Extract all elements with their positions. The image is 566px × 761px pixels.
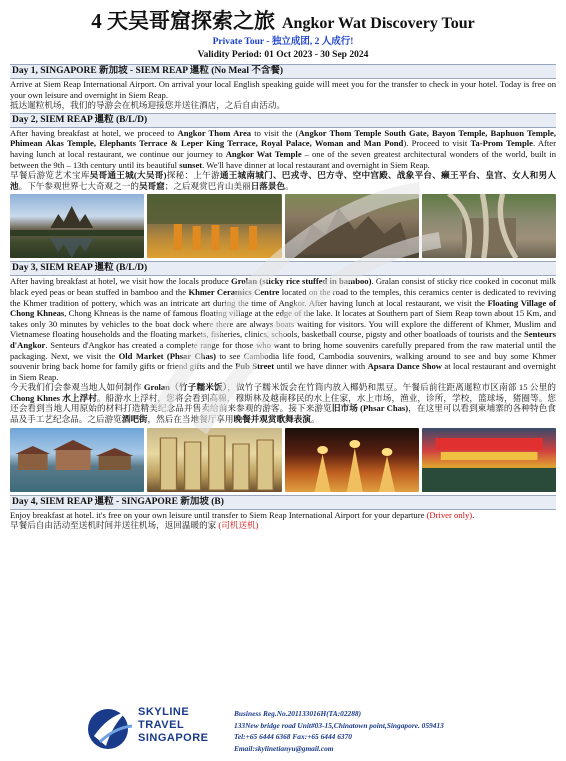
day-3-section xyxy=(10,261,556,491)
itinerary-page xyxy=(10,6,556,533)
day-3-chinese: 今天我们们会参观当地人如何制作 Grolan（竹子糯米饭），做竹子糯米饭会在竹筒内放入椰奶和黑豆。午餐后前往距离暹粒市区南部 15 公里的 Chong Khnes 水上浮村。船游水上浮村，您将会看到高棉，穆斯林及越南移民的水上住家，水上市场，渔业，诊所，学校，篮球场，猪圈等。您还会看到当地人用原始的材料打造精美纪念品并售卖给前来参观的游客。接下来游览旧市场 (Phsar Chas)，在这里可以看到柬埔寨的各种特色食品及手工艺纪念品。之后游览酒吧街，然后在当地餐厅享用晚餐并观赏歌舞表演。 xyxy=(10,382,556,425)
photo-bamboo-sticky-rice xyxy=(147,428,281,492)
address: 133New bridge road Unit#03-15,Chinatown point,Singapore. 059413 xyxy=(234,720,444,730)
day-2-header: Day 2, SIEM REAP 暹粒 (B/L/D) xyxy=(10,113,556,128)
photo-ta-prom-tree-roots xyxy=(422,194,556,258)
day-4-english: Enjoy breakfast at hotel. it's free on your own leisure until transfer to Siem Reap International Airport for your departure (Driver only). xyxy=(10,509,475,520)
subtitle-prefix: Private Tour - xyxy=(212,37,272,47)
skyline-logo-icon xyxy=(86,702,146,756)
day-2-english: After having breakfast at hotel, we proceed to Angkor Thom Area to visit the (Angkor Thom Temple South Gate, Bayon Temple, Baphuon Temple, Phimean Akas Temple, Elephants Terrace & Leper King Terrace, Royal Palace, Woman and Man Pond). Proceed to visit Ta-Prom Temple. After having lunch at local restaurant, we continue our journey to Angkor Wat Temple – one of the seven greatest architectural wonders of the world, built in between the 9th – 13th century until its beautiful sunset. We'll have dinner at local restaurant and overnight in Siem Reap. xyxy=(10,127,556,170)
business-reg: Business Reg.No.201133016H(TA:02288) xyxy=(234,709,362,718)
day-1-section xyxy=(10,64,556,111)
email: Email:skylinetianyu@gmail.com xyxy=(234,743,334,753)
subtitle xyxy=(10,36,556,49)
day-4-chinese: 早餐后自由活动至送机时间并送往机场，返回温暖的家 (司机送机) xyxy=(10,520,259,531)
photo-angkor-wat-reflection xyxy=(10,194,144,258)
driver-only-note-cn: (司机送机) xyxy=(218,520,259,531)
day-3-english: After having breakfast at hotel, we visit how the locals produce Grolan (sticky rice stuffed in bamboo). Gralan consist of sticky rice cooked in coconut milk black eyed peas or bean stuffed in bamboo and the Khmer Ceramics Centre located on the road to the temples, this ceramics center is dedicated to reviving the Khmer tradition of pottery, which was an intricate art during the time of Angkor. After having lunch at local restaurant, we visit the Floating Village of Chong Khneas, Chong Khneas is the name of famous floating village at the edge of the lake. It locates at Southern part of Siem Reap town about 15 Km, and takes only 30 minutes by vehicles to the boat dock where there are always boats waiting for visitors. You will explore the different of Khmer, Muslim and Vietnamese floating households and the floating markets, fisheries, clinics, schools, basketball course, pigsty and other boatloads of tourists and the Senteurs d'Angkor. Senteurs d'Angkor has created a complete range for those who want to bring home souvenirs carefully prepared from the raw material until the packaging. Next, we visit the Old Market (Phsar Chas) to see Cambodia life food, Cambodia souvenirs, walking around to see and buy some Khmer souvenir bring back home for family gifts or friend gifts and the Pub Street until we have dinner with Apsara Dance Show at local restaurant and overnight in Siem Reap. xyxy=(10,276,557,382)
subtitle-chinese: 独立成团, 2 人成行! xyxy=(271,37,354,47)
day-1-english: Arrive at Siem Reap International Airport. On arrival your local English speaking guide will meet you for the transfer to check in your hotel. Today is free on your own leisure and overnight in Siem Reap. xyxy=(10,79,556,100)
day-2-chinese: 早餐后游览艺术宝库吴哥通王城(大吴哥)探秘：上午游通王城南城门、巴戎寺、巴方寺、空中宫殿、战象平台、癞王平台、皇宫、女人和男人池。下午参观世界七大奇观之一的吴哥窟；之后观赏巴肯山美丽日落景色。 xyxy=(10,170,556,191)
contact-info xyxy=(234,708,444,754)
photo-monks-procession xyxy=(147,194,281,258)
phone-fax: Tel:+65 6444 6368 Fax:+65 6444 6370 xyxy=(234,732,352,741)
validity-period: Validity Period: 01 Oct 2023 - 30 Sep 2024 xyxy=(197,50,369,60)
day-2-photo-strip xyxy=(10,194,556,258)
title-row xyxy=(10,6,556,36)
title-chinese: 4 天吴哥窟探索之旅 xyxy=(91,9,275,33)
day-4-section xyxy=(10,495,556,531)
day-1-header: Day 1, SINGAPORE 新加坡 - SIEM REAP 暹粒 (No Meal 不含餐) xyxy=(10,64,556,79)
photo-floating-village xyxy=(10,428,144,492)
day-3-photo-strip xyxy=(10,428,556,492)
photo-pub-street xyxy=(422,428,556,492)
day-4-header: Day 4, SIEM REAP 暹粒 - SINGAPORE 新加坡 (B) xyxy=(10,495,556,510)
driver-only-note: (Driver only) xyxy=(426,509,473,520)
photo-bayon-temple xyxy=(285,194,419,258)
photo-apsara-dance-show xyxy=(285,428,419,492)
footer xyxy=(86,702,486,758)
day-1-chinese: 抵达暹粒机场，我们的导游会在机场迎接您并送往酒店，之后自由活动。 xyxy=(10,100,286,111)
title-english: Angkor Wat Discovery Tour xyxy=(281,15,475,32)
brand-name: SKYLINE TRAVEL SINGAPORE xyxy=(138,706,209,744)
day-2-section xyxy=(10,113,556,259)
day-3-header: Day 3, SIEM REAP 暹粒 (B/L/D) xyxy=(10,261,556,276)
